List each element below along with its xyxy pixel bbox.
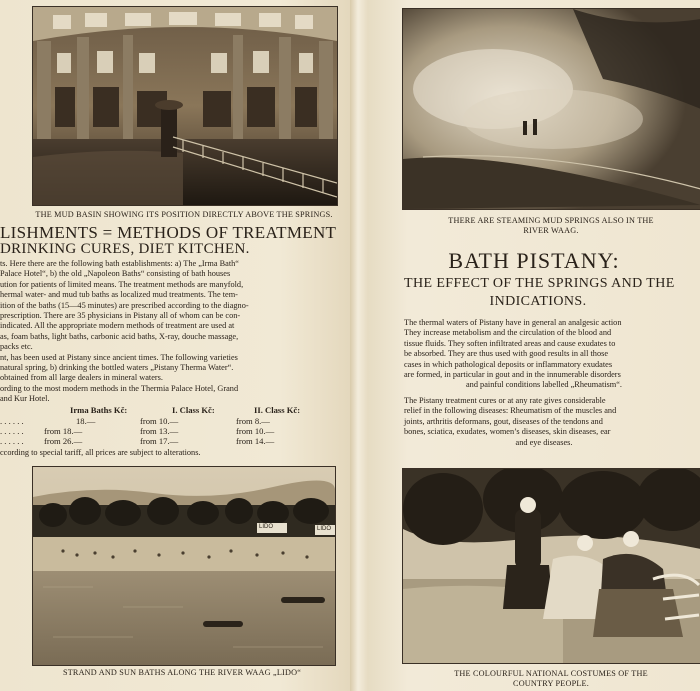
- body-line: relief in the following diseases: Rheumatism of the muscles and: [404, 406, 617, 416]
- lido-illustration: [33, 467, 335, 665]
- diseases-paragraph: [404, 396, 700, 448]
- left-heading-drinking: DRINKING CURES, DIET KITCHEN.: [0, 241, 250, 257]
- lido-caption: STRAND AND SUN BATHS ALONG THE RIVER WAAG „LIDO“: [62, 668, 302, 677]
- lido-photo: [32, 466, 336, 666]
- table-cell: from 18.—: [44, 426, 83, 436]
- effects-paragraph: [404, 318, 700, 391]
- table-cell: from 17.—: [140, 436, 179, 446]
- book-gutter: [350, 0, 368, 691]
- body-line: and eye diseases.: [515, 437, 573, 447]
- body-line: obtained from all large dealers in mineral waters.: [0, 373, 163, 383]
- table-cell: from 13.—: [140, 426, 179, 436]
- steaming-springs-photo: [402, 8, 700, 210]
- body-line: joints, arthritis deformans, gout, diseases of the tendons and: [404, 416, 603, 426]
- lido-sign-2: LIDO: [317, 526, 332, 532]
- body-line: ition of the baths (15—45 minutes) are prescribed according to the diagno-: [0, 300, 249, 310]
- body-line: nt, has been used at Pistany since ancient times. The following varieties: [0, 352, 238, 362]
- price-header-class2: II. Class Kč:: [254, 405, 301, 415]
- table-cell: . . . . . .: [0, 436, 24, 446]
- body-line: be absorbed. They are thus used with good results in all those: [404, 349, 609, 359]
- costumes-caption-2: COUNTRY PEOPLE.: [513, 679, 589, 688]
- body-line: hermal water- and mud tub baths as localized mud treatments. The tem-: [0, 290, 238, 300]
- table-cell: . . . . . .: [0, 426, 24, 436]
- left-heading-methods: LISHMENTS = METHODS OF TREATMENT: [0, 223, 337, 242]
- table-cell: . . . . . .: [0, 416, 24, 426]
- body-line: ording to the most modern methods in the Thermia Palace Hotel, Grand: [0, 383, 239, 393]
- right-title: BATH PISTANY:: [448, 248, 620, 273]
- table-cell: from 26.—: [44, 436, 83, 446]
- mud-basin-illustration: [33, 7, 337, 205]
- national-costumes-photo: [402, 468, 700, 664]
- body-line: ts. Here there are the following bath establishments: a) The „Irma Bath“: [0, 259, 239, 268]
- table-cell: from 10.—: [236, 426, 275, 436]
- mud-basin-photo: [32, 6, 338, 206]
- body-line: and Kur Hotel.: [0, 394, 50, 404]
- price-footnote: ccording to special tariff, all prices are subject to alterations.: [0, 448, 201, 457]
- lido-sign-1: LIDO: [259, 524, 274, 530]
- table-cell: from 8.—: [236, 416, 270, 426]
- national-costumes-illustration: [403, 469, 700, 663]
- price-header-irma: Irma Baths Kč:: [70, 405, 128, 415]
- price-header-class1: I. Class Kč:: [172, 405, 215, 415]
- body-line: natural spring, b) drinking the bottled waters „Pistany Therma Water“.: [0, 363, 234, 373]
- body-line: packs etc.: [0, 342, 33, 352]
- body-line: The Pistany treatment cures or at any rate gives considerable: [404, 396, 606, 405]
- steaming-springs-illustration: [403, 9, 700, 209]
- body-line: prescription. There are 35 physicians in Pistany all of whom can be con-: [0, 311, 241, 321]
- body-line: They increase metabolism and the circulation of the blood and: [404, 328, 612, 338]
- right-page: [368, 0, 700, 691]
- left-body-text: [0, 259, 350, 405]
- body-line: Palace Hotel“, b) the old „Napoleon Baths“ consisting of bath houses: [0, 269, 231, 279]
- table-cell: from 10.—: [140, 416, 179, 426]
- mud-basin-caption: THE MUD BASIN SHOWING ITS POSITION DIRECTLY ABOVE THE SPRINGS.: [35, 210, 333, 219]
- table-cell: 18.—: [76, 416, 96, 426]
- body-line: and painful conditions labelled „Rheumatism“.: [466, 380, 622, 390]
- table-cell: from 14.—: [236, 436, 275, 446]
- body-line: indicated. All the appropriate modern methods of treatment are used at: [0, 321, 235, 331]
- costumes-caption-1: THE COLOURFUL NATIONAL COSTUMES OF THE: [454, 669, 648, 678]
- steaming-springs-caption-1: THERE ARE STEAMING MUD SPRINGS ALSO IN THE: [448, 216, 654, 225]
- body-line: as, foam baths, light baths, carbonic acid baths, X-ray, douche massage,: [0, 331, 239, 341]
- body-line: The thermal waters of Pistany have in general an analgesic action: [404, 318, 622, 327]
- right-subtitle-2: INDICATIONS.: [489, 294, 587, 309]
- body-line: bones, sciatica, exudates, women’s diseases, skin diseases, ear: [404, 427, 611, 437]
- steaming-springs-caption-2: RIVER WAAG.: [523, 226, 579, 235]
- right-subtitle-1: THE EFFECT OF THE SPRINGS AND THE: [404, 276, 675, 291]
- body-line: tissue fluids. They soften infiltrated areas and cause exudates to: [404, 338, 616, 348]
- body-line: ution for patients of limited means. The treatment methods are manyfold,: [0, 279, 244, 289]
- body-line: are formed, in particular in gout and in the innumerable disorders: [404, 370, 621, 380]
- body-line: cases in which pathological deposits or inflammatory exudates: [404, 359, 613, 369]
